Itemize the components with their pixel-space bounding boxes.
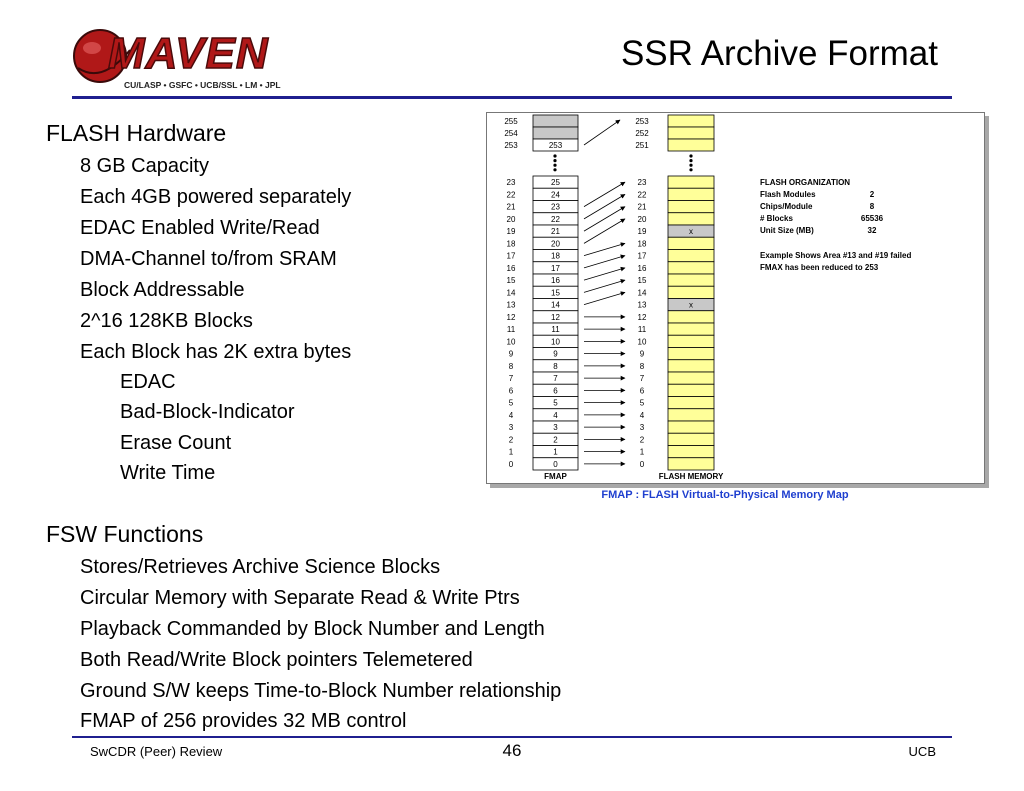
fmap-cell-value: 5 xyxy=(553,398,558,408)
fmap-index-label: 8 xyxy=(508,361,514,371)
organization-title: FLASH ORGANIZATION xyxy=(760,178,851,187)
sub-bullet-item: Erase Count xyxy=(120,432,232,454)
fmap-index-label: 253 xyxy=(504,141,518,150)
organization-label: Unit Size (MB) xyxy=(760,226,814,235)
page-number: 46 xyxy=(502,741,522,760)
flash-column-label: FLASH MEMORY xyxy=(658,472,724,481)
fmap-index-label: 14 xyxy=(506,288,516,298)
fmap-index-label: 3 xyxy=(508,423,514,432)
fmap-index-label: 10 xyxy=(506,337,516,347)
fmap-index-label: 1 xyxy=(508,447,514,457)
flash-index-label: 14 xyxy=(637,288,647,298)
flash-cell xyxy=(668,433,714,445)
mapping-arrow xyxy=(584,256,625,268)
fmap-cell-value: 10 xyxy=(551,337,560,347)
fmap-cell-value: 22 xyxy=(551,214,560,224)
flash-cell xyxy=(668,421,714,433)
footer-review-name: SwCDR (Peer) Review xyxy=(90,744,223,759)
flash-index-label: 3 xyxy=(639,423,645,432)
ellipsis-dot xyxy=(553,154,556,157)
mapping-arrow xyxy=(584,292,625,304)
fmap-index-label: 16 xyxy=(506,263,516,273)
fmap-cell xyxy=(533,115,578,127)
flash-index-label: 2 xyxy=(639,435,645,445)
logo-wordmark: MAVEN xyxy=(108,29,269,78)
flash-index-label: 9 xyxy=(639,349,645,359)
flash-cell xyxy=(668,446,714,458)
flash-index-label: 8 xyxy=(639,361,645,371)
bullet-item: EDAC Enabled Write/Read xyxy=(80,217,320,239)
fmap-diagram xyxy=(486,112,985,484)
fmap-cell-value: 16 xyxy=(551,276,560,285)
flash-cell xyxy=(668,335,714,347)
flash-cell xyxy=(668,458,714,470)
flash-cell xyxy=(668,201,714,213)
bullet-item: FMAP of 256 provides 32 MB control xyxy=(80,710,407,732)
fmap-cell-value: 17 xyxy=(551,263,560,273)
bullet-item: Both Read/Write Block pointers Telemetered xyxy=(80,649,473,671)
flash-cell xyxy=(668,286,714,298)
flash-cell xyxy=(668,397,714,409)
fmap-cell-value: 3 xyxy=(553,423,558,432)
fmap-cell-value: 25 xyxy=(551,178,560,187)
flash-index-label: 5 xyxy=(639,398,645,408)
flash-index-label: 4 xyxy=(639,410,645,420)
organization-value: 8 xyxy=(869,202,875,211)
bullet-item: 8 GB Capacity xyxy=(80,155,209,177)
mapping-arrow xyxy=(584,243,625,255)
flash-index-label: 18 xyxy=(637,239,647,249)
fmap-cell-value: 0 xyxy=(553,459,558,469)
fmap-index-label: 9 xyxy=(508,349,514,359)
fmap-index-label: 254 xyxy=(504,129,518,138)
section-heading-fsw-functions: FSW Functions xyxy=(46,521,204,547)
bullet-item: Each Block has 2K extra bytes xyxy=(80,341,352,363)
ellipsis-dot xyxy=(689,159,692,162)
fmap-cell-value: 2 xyxy=(553,435,558,445)
flash-index-label: 0 xyxy=(639,459,645,469)
bullet-item: Playback Commanded by Block Number and Length xyxy=(80,618,545,640)
logo-subtitle: CU/LASP • GSFC • UCB/SSL • LM • JPL xyxy=(124,80,281,90)
organization-note: FMAX has been reduced to 253 xyxy=(760,263,879,272)
maven-logo xyxy=(72,20,282,98)
slide-title: SSR Archive Format xyxy=(620,34,938,73)
fmap-index-label: 20 xyxy=(506,214,516,224)
fmap-index-label: 0 xyxy=(508,459,514,469)
sub-bullet-item: EDAC xyxy=(120,371,176,393)
bullet-item: Block Addressable xyxy=(80,279,245,301)
fmap-index-label: 13 xyxy=(506,300,516,310)
flash-index-label: 22 xyxy=(637,190,647,200)
flash-cell xyxy=(668,213,714,225)
organization-label: # Blocks xyxy=(760,214,793,223)
fmap-index-label: 17 xyxy=(506,251,516,261)
fmap-cell-value: 18 xyxy=(551,251,560,261)
fmap-index-label: 4 xyxy=(508,410,514,420)
ellipsis-dot xyxy=(553,164,556,167)
mapping-arrow xyxy=(584,120,620,145)
flash-index-label: 251 xyxy=(635,141,649,150)
flash-cell xyxy=(668,384,714,396)
fmap-index-label: 6 xyxy=(508,386,514,396)
flash-index-label: 23 xyxy=(637,178,647,187)
flash-index-label: 253 xyxy=(635,117,649,126)
fmap-cell-value: 15 xyxy=(551,288,560,298)
title-divider xyxy=(72,96,952,99)
flash-cell xyxy=(668,372,714,384)
fmap-cell-value: 7 xyxy=(553,374,558,383)
footer-divider xyxy=(72,736,952,738)
flash-cell xyxy=(668,176,714,188)
fmap-index-label: 21 xyxy=(506,202,516,212)
flash-index-label: 252 xyxy=(635,129,649,138)
diagram-caption: FMAP : FLASH Virtual-to-Physical Memory Map xyxy=(601,489,849,501)
fmap-cell-value: 21 xyxy=(551,227,560,236)
bullet-item: 2^16 128KB Blocks xyxy=(80,310,253,332)
flash-cell xyxy=(668,348,714,360)
flash-index-label: 6 xyxy=(639,386,645,396)
organization-label: Flash Modules xyxy=(760,190,816,199)
fmap-index-label: 5 xyxy=(508,398,514,408)
fmap-index-label: 15 xyxy=(506,276,516,285)
mapping-arrow xyxy=(584,268,625,280)
flash-cell xyxy=(668,323,714,335)
sub-bullet-item: Write Time xyxy=(120,462,216,484)
fmap-cell-value: 4 xyxy=(553,410,558,420)
flash-cell xyxy=(668,360,714,372)
flash-index-label: 17 xyxy=(637,251,647,261)
flash-cell xyxy=(668,311,714,323)
bullet-item: DMA-Channel to/from SRAM xyxy=(80,248,337,270)
fmap-index-label: 23 xyxy=(506,178,516,187)
fmap-diagram-svg xyxy=(487,113,984,483)
fmap-cell-value: 8 xyxy=(553,361,558,371)
organization-label: Chips/Module xyxy=(760,202,813,211)
flash-cell xyxy=(668,262,714,274)
ellipsis-dot xyxy=(553,168,556,171)
flash-index-label: 19 xyxy=(637,227,647,236)
organization-value: 32 xyxy=(867,226,877,235)
flash-index-label: 12 xyxy=(637,312,647,322)
fmap-index-label: 255 xyxy=(504,117,518,126)
mapping-arrow xyxy=(584,194,625,219)
flash-index-label: 10 xyxy=(637,337,647,347)
flash-cell xyxy=(668,237,714,249)
flash-index-label: 15 xyxy=(637,276,647,285)
fmap-index-label: 7 xyxy=(508,374,514,383)
organization-value: 2 xyxy=(869,190,875,199)
flash-index-label: 16 xyxy=(637,263,647,273)
fmap-cell-value: 9 xyxy=(553,349,558,359)
fmap-cell-value: 23 xyxy=(551,202,560,212)
sub-bullet-item: Bad-Block-Indicator xyxy=(120,401,295,423)
fmap-column-label: FMAP xyxy=(544,472,567,481)
flash-cell xyxy=(668,139,714,151)
mapping-arrow xyxy=(584,280,625,292)
ellipsis-dot xyxy=(553,159,556,162)
fmap-index-label: 12 xyxy=(506,312,516,322)
mapping-arrow xyxy=(584,207,625,232)
bullet-item: Stores/Retrieves Archive Science Blocks xyxy=(80,556,441,578)
fmap-index-label: 19 xyxy=(506,227,516,236)
bullet-item: Ground S/W keeps Time-to-Block Number relationship xyxy=(80,680,562,702)
ellipsis-dot xyxy=(689,168,692,171)
flash-index-label: 13 xyxy=(637,300,647,310)
flash-cell xyxy=(668,115,714,127)
fmap-cell-value: 14 xyxy=(551,300,560,310)
fmap-index-label: 2 xyxy=(508,435,514,445)
bullet-item: Circular Memory with Separate Read & Write Ptrs xyxy=(80,587,520,609)
flash-index-label: 20 xyxy=(637,214,647,224)
mapping-arrow xyxy=(584,219,625,244)
mapping-arrow xyxy=(584,182,625,207)
flash-cell xyxy=(668,188,714,200)
ellipsis-dot xyxy=(689,164,692,167)
fmap-cell-value: 6 xyxy=(553,386,558,396)
bullet-item: Each 4GB powered separately xyxy=(80,186,352,208)
flash-cell xyxy=(668,127,714,139)
flash-index-label: 1 xyxy=(639,447,645,457)
fmap-cell-value: 253 xyxy=(548,141,563,150)
bad-block-mark: x xyxy=(689,227,693,236)
fmap-cell-value: 11 xyxy=(551,325,560,334)
fmap-index-label: 22 xyxy=(506,190,516,200)
organization-value: 65536 xyxy=(860,214,884,223)
ellipsis-dot xyxy=(689,154,692,157)
fmap-cell-value: 24 xyxy=(551,190,560,200)
fmap-cell-value: 20 xyxy=(551,239,560,249)
flash-index-label: 11 xyxy=(637,325,647,334)
fmap-index-label: 18 xyxy=(506,239,516,249)
flash-cell xyxy=(668,250,714,262)
flash-index-label: 21 xyxy=(637,202,647,212)
flash-cell xyxy=(668,409,714,421)
fmap-cell-value: 12 xyxy=(551,312,560,322)
fmap-cell-value: 1 xyxy=(553,447,558,457)
flash-cell xyxy=(668,274,714,286)
fmap-cell xyxy=(533,127,578,139)
section-heading-flash-hardware: FLASH Hardware xyxy=(46,120,227,146)
fmap-index-label: 11 xyxy=(506,325,516,334)
bad-block-mark: x xyxy=(689,300,693,310)
organization-note: Example Shows Area #13 and #19 failed xyxy=(760,251,912,260)
footer-org: UCB xyxy=(908,744,936,759)
flash-index-label: 7 xyxy=(639,374,645,383)
